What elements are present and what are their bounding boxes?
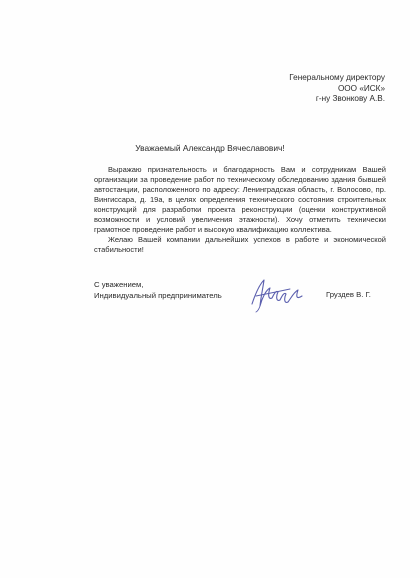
salutation: Уважаемый Александр Вячеславович! [135, 143, 285, 153]
recipient-name: г-ну Звонкову А.В. [315, 94, 385, 104]
body-paragraph-wishes: Желаю Вашей компании дальнейших успехов в работе и экономической стабильности! [94, 235, 386, 254]
recipient-block [289, 73, 385, 105]
recipient-company: ООО «ИСК» [337, 83, 385, 93]
body-paragraph-gratitude: Выражаю признательность и благодарность Вам и сотрудникам Вашей организации за проведение работ по техническому обследованию здания бывшей автостанции, расположенного по адресу: Ленинградская область, г. Волосово, пр. Вингиссара, д. 19а, в целях определения технического состояния строительных конструкций для разработки проекта реконструкции (оценки конструктивной возможности и условий увеличения этажности). Хочу отметить технически грамотное проведение работ и высокую квалификацию коллектива. [94, 165, 386, 234]
closing-phrase: С уважением, [94, 280, 144, 289]
signoff-block [94, 280, 222, 301]
signer-name: Груздев В. Г. [326, 290, 371, 299]
signer-title: Индивидуальный предприниматель [94, 290, 222, 300]
recipient-position: Генеральному директору [289, 73, 385, 82]
letter-body [94, 165, 386, 255]
handwritten-signature [246, 274, 308, 314]
